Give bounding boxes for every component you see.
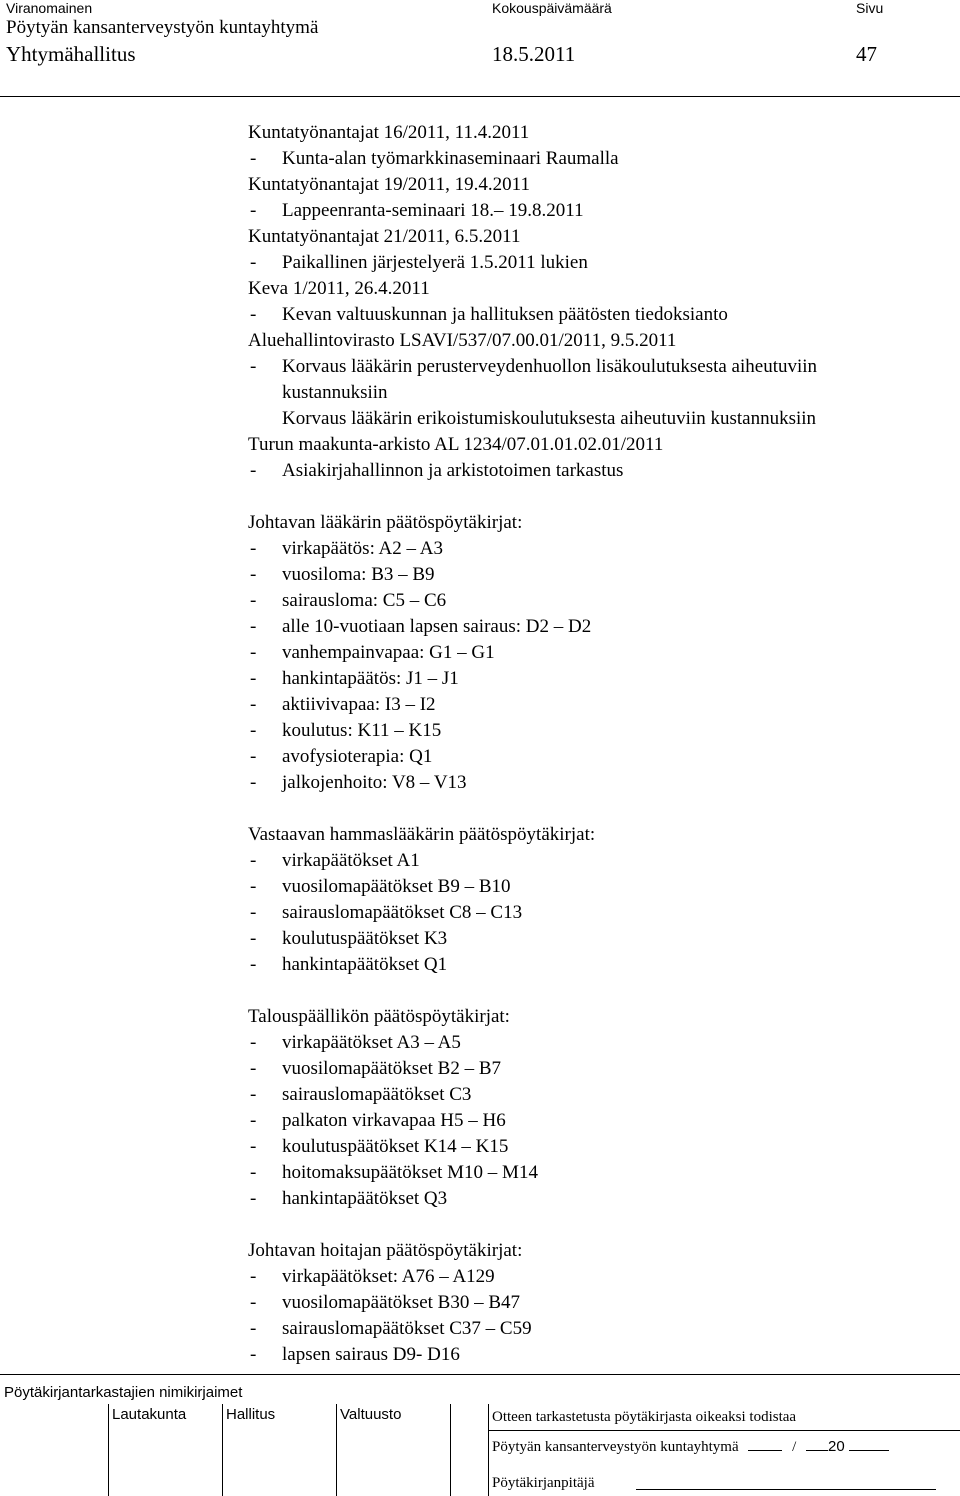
list-item-text: palkaton virkavapaa H5 – H6 — [282, 1110, 506, 1131]
list-item — [248, 1290, 948, 1316]
list-item — [248, 302, 948, 328]
bullet-dash: - — [250, 1266, 257, 1287]
bullet-dash: - — [250, 642, 257, 663]
bullet-dash: - — [250, 1084, 257, 1105]
list-item-text: lapsen sairaus D9- D16 — [282, 1344, 460, 1365]
paragraph-line: Turun maakunta-arkisto AL 1234/07.01.01.02.01/2011 — [248, 434, 664, 455]
certification-org-line — [492, 1436, 889, 1456]
list-item — [248, 1316, 948, 1342]
bullet-dash: - — [250, 148, 257, 169]
list-item — [248, 1030, 948, 1056]
list-item-text: Asiakirjahallinnon ja arkistotoimen tarkastus — [282, 460, 624, 481]
list-item-text: virkapäätös: A2 – A3 — [282, 538, 443, 559]
bullet-dash: - — [250, 928, 257, 949]
column-divider — [336, 1404, 337, 1496]
list-item-text: Korvaus lääkärin perusterveydenhuollon lisäkoulutuksesta aiheutuviin — [282, 356, 818, 377]
list-item-text: Lappeenranta-seminaari 18.– 19.8.2011 — [282, 200, 584, 221]
list-item — [248, 198, 948, 224]
bullet-dash: - — [250, 850, 257, 871]
list-item-text: vuosilomapäätökset B30 – B47 — [282, 1292, 521, 1313]
certification-organization: Pöytyän kansanterveystyön kuntayhtymä — [492, 1439, 739, 1455]
section-gap — [248, 1212, 948, 1238]
list-item — [248, 770, 948, 796]
paragraph-line: Kuntatyönantajat 16/2011, 11.4.2011 — [248, 122, 530, 143]
signer-label: Pöytäkirjanpitäjä — [492, 1475, 595, 1491]
list-item-text: hankintapäätös: J1 – J1 — [282, 668, 459, 689]
paragraph-line: Kuntatyönantajat 19/2011, 19.4.2011 — [248, 174, 530, 195]
list-item — [248, 614, 948, 640]
list-item-text: Kunta-alan työmarkkinaseminaari Raumalla — [282, 148, 619, 169]
bullet-dash: - — [250, 746, 257, 767]
date-blank — [806, 1436, 828, 1451]
list-item — [248, 1186, 948, 1212]
list-item-text: aktiivivapaa: I3 – I2 — [282, 694, 436, 715]
paragraph-line: Keva 1/2011, 26.4.2011 — [248, 278, 430, 299]
paragraph-line: Talouspäällikön päätöspöytäkirjat: — [248, 1006, 510, 1027]
list-item-text: koulutuspäätökset K3 — [282, 928, 448, 949]
list-item — [248, 1134, 948, 1160]
bullet-dash: - — [250, 1292, 257, 1313]
bullet-dash: - — [250, 772, 257, 793]
list-item — [248, 718, 948, 744]
list-item-text: vuosilomapäätökset B2 – B7 — [282, 1058, 502, 1079]
column-divider — [222, 1404, 223, 1496]
list-item-text: hoitomaksupäätökset M10 – M14 — [282, 1162, 538, 1183]
bullet-dash: - — [250, 1032, 257, 1053]
bullet-dash: - — [250, 252, 257, 273]
list-item — [248, 562, 948, 588]
list-item — [248, 250, 948, 276]
committee-column: Lautakunta — [112, 1406, 187, 1423]
list-item-text: avofysioterapia: Q1 — [282, 746, 433, 767]
bullet-dash: - — [250, 356, 257, 377]
list-item — [248, 952, 948, 978]
list-item — [248, 458, 948, 484]
list-item — [248, 926, 948, 952]
paragraph-line: Vastaavan hammaslääkärin päätöspöytäkirjat: — [248, 824, 596, 845]
list-item — [248, 692, 948, 718]
bullet-dash: - — [250, 1344, 257, 1365]
list-item — [248, 146, 948, 172]
header-divider — [0, 96, 960, 97]
list-item-text: Paikallinen järjestelyerä 1.5.2011 lukien — [282, 252, 588, 273]
section-gap — [248, 484, 948, 510]
column-divider — [108, 1404, 109, 1496]
list-item — [248, 640, 948, 666]
list-item — [248, 900, 948, 926]
bullet-dash: - — [250, 954, 257, 975]
list-item-text: virkapäätökset A1 — [282, 850, 420, 871]
list-item-text: virkapäätökset A3 – A5 — [282, 1032, 461, 1053]
bullet-dash: - — [250, 200, 257, 221]
list-item — [248, 1264, 948, 1290]
continuation-line: kustannuksiin — [282, 382, 388, 403]
list-item-text: koulutuspäätökset K14 – K15 — [282, 1136, 509, 1157]
list-item — [248, 588, 948, 614]
governing-body: Yhtymähallitus — [6, 42, 136, 66]
list-item-text: jalkojenhoito: V8 – V13 — [282, 772, 467, 793]
date-separator: / — [792, 1439, 797, 1455]
bullet-dash: - — [250, 538, 257, 559]
footer-divider — [0, 1374, 960, 1375]
list-item — [248, 666, 948, 692]
council-column: Valtuusto — [340, 1406, 402, 1423]
list-item-text: hankintapäätökset Q3 — [282, 1188, 448, 1209]
initials-label: Pöytäkirjantarkastajien nimikirjaimet — [4, 1384, 243, 1401]
list-item-text: virkapäätökset: A76 – A129 — [282, 1266, 495, 1287]
bullet-dash: - — [250, 1136, 257, 1157]
bullet-dash: - — [250, 1162, 257, 1183]
paragraph-line: Aluehallintovirasto LSAVI/537/07.00.01/2011, 9.5.2011 — [248, 330, 677, 351]
list-item — [248, 848, 948, 874]
column-divider — [488, 1404, 489, 1496]
bullet-dash: - — [250, 616, 257, 637]
bullet-dash: - — [250, 876, 257, 897]
bullet-dash: - — [250, 564, 257, 585]
paragraph-line: Kuntatyönantajat 21/2011, 6.5.2011 — [248, 226, 521, 247]
bullet-dash: - — [250, 720, 257, 741]
list-item-text: vuosiloma: B3 – B9 — [282, 564, 435, 585]
section-gap — [248, 978, 948, 1004]
paragraph-line: Johtavan hoitajan päätöspöytäkirjat: — [248, 1240, 523, 1261]
bullet-dash: - — [250, 902, 257, 923]
authority-label: Viranomainen — [6, 0, 93, 16]
bullet-dash: - — [250, 1318, 257, 1339]
list-item-text: Kevan valtuuskunnan ja hallituksen päätösten tiedoksianto — [282, 304, 728, 325]
board-column: Hallitus — [226, 1406, 276, 1423]
year-prefix: 20 — [828, 1438, 845, 1455]
list-item — [248, 1082, 948, 1108]
document-body — [248, 120, 948, 1368]
list-item — [248, 1342, 948, 1368]
list-item — [248, 1108, 948, 1134]
bullet-dash: - — [250, 1188, 257, 1209]
year-blank — [849, 1436, 889, 1451]
meeting-date-label: Kokouspäivämäärä — [492, 0, 612, 16]
bullet-dash: - — [250, 1058, 257, 1079]
list-item — [248, 744, 948, 770]
bullet-dash: - — [250, 460, 257, 481]
list-item — [248, 354, 948, 380]
list-item-text: sairauslomapäätökset C37 – C59 — [282, 1318, 532, 1339]
certification-divider — [488, 1430, 960, 1431]
page-label: Sivu — [856, 0, 884, 16]
meeting-date: 18.5.2011 — [492, 42, 576, 66]
bullet-dash: - — [250, 304, 257, 325]
signature-line — [636, 1489, 936, 1490]
organization-name: Pöytyän kansanterveystyön kuntayhtymä — [6, 17, 319, 38]
section-gap — [248, 796, 948, 822]
bullet-dash: - — [250, 668, 257, 689]
column-divider — [450, 1404, 451, 1496]
continuation-line: Korvaus lääkärin erikoistumiskoulutuksesta aiheutuviin kustannuksiin — [282, 408, 817, 429]
list-item-text: sairauslomapäätökset C3 — [282, 1084, 472, 1105]
list-item-text: sairauslomapäätökset C8 – C13 — [282, 902, 523, 923]
certification-text: Otteen tarkastetusta pöytäkirjasta oikeaksi todistaa — [492, 1409, 797, 1425]
paragraph-line: Johtavan lääkärin päätöspöytäkirjat: — [248, 512, 523, 533]
list-item — [248, 1160, 948, 1186]
list-item — [248, 874, 948, 900]
bullet-dash: - — [250, 590, 257, 611]
date-blank — [748, 1436, 782, 1451]
list-item — [248, 1056, 948, 1082]
list-item-text: sairausloma: C5 – C6 — [282, 590, 447, 611]
page-number: 47 — [856, 42, 877, 66]
list-item-text: koulutus: K11 – K15 — [282, 720, 442, 741]
list-item-text: hankintapäätökset Q1 — [282, 954, 448, 975]
list-item-text: vuosilomapäätökset B9 – B10 — [282, 876, 511, 897]
list-item-text: vanhempainvapaa: G1 – G1 — [282, 642, 495, 663]
bullet-dash: - — [250, 1110, 257, 1131]
list-item — [248, 536, 948, 562]
bullet-dash: - — [250, 694, 257, 715]
list-item-text: alle 10-vuotiaan lapsen sairaus: D2 – D2 — [282, 616, 592, 637]
